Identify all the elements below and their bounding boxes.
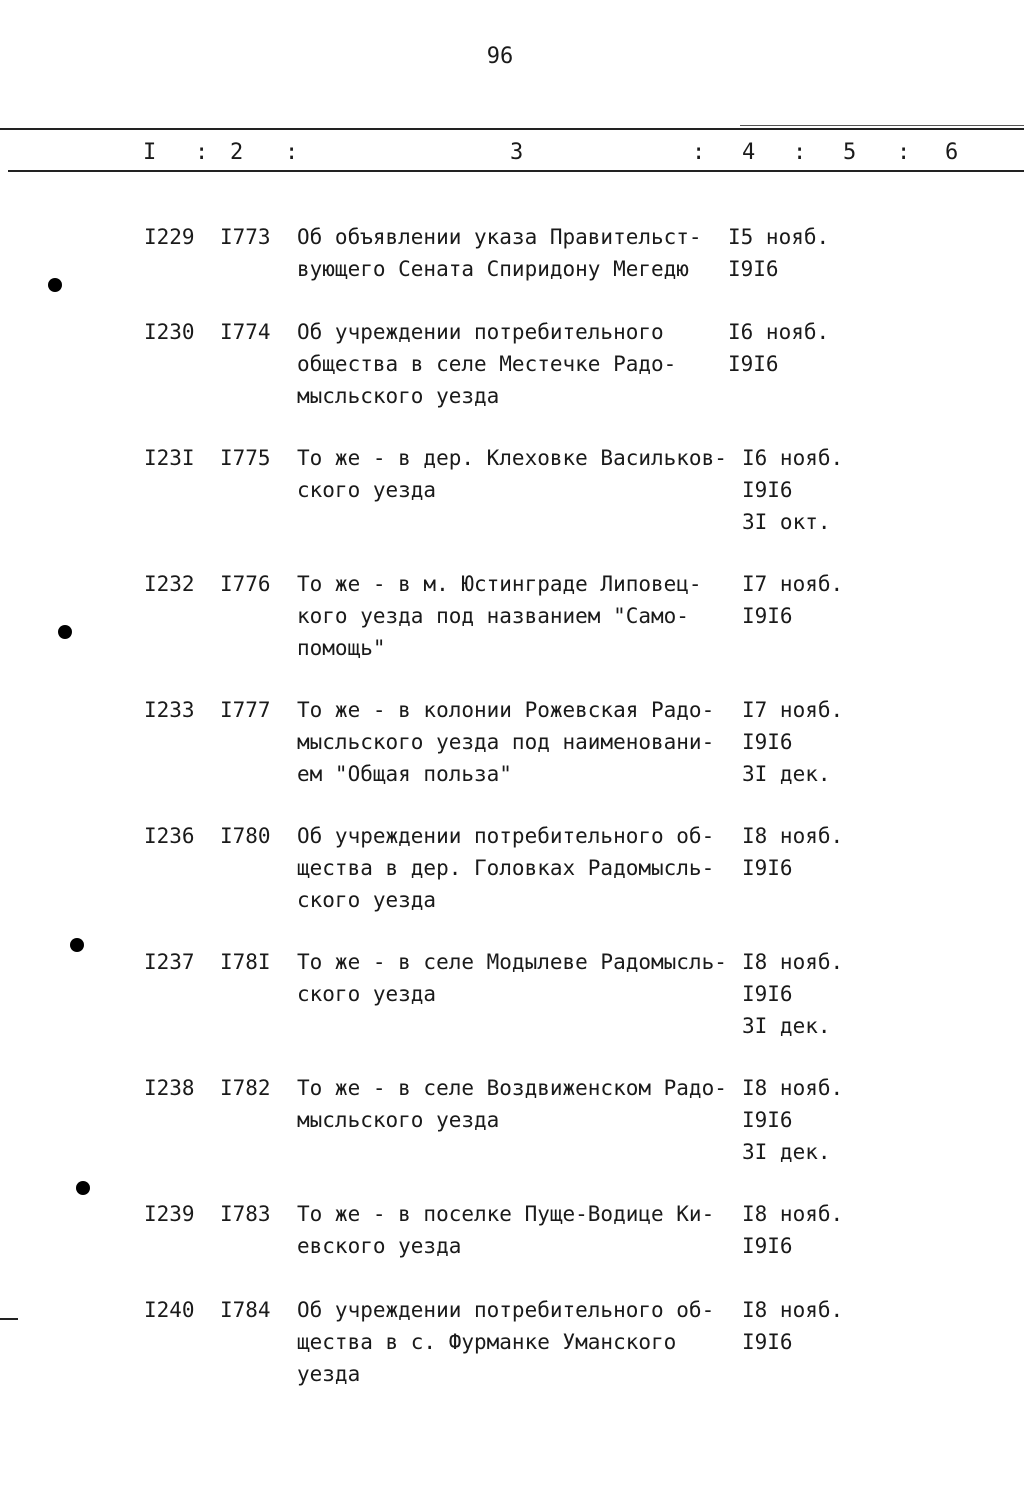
file-number: I783 (220, 1202, 271, 1226)
entry-dates (728, 316, 829, 380)
entry-title-line: уезда (297, 1362, 361, 1386)
punch-hole-mark (76, 1181, 90, 1195)
entry-title-line: общества в селе Местечке Радо- (297, 352, 677, 376)
entry-date-line: I8 нояб. (742, 950, 844, 974)
entry-title (297, 1072, 742, 1136)
entry-number: I236 (144, 824, 195, 848)
entry-dates (728, 694, 843, 790)
header-rule-top (0, 128, 1024, 130)
entry-title (297, 946, 742, 1010)
entry-number: I23I (144, 446, 195, 470)
entry-title-line: ского уезда (297, 478, 437, 502)
entry-title-line: То же - в поселке Пуще-Водице Ки- (297, 1202, 715, 1226)
entry-date-line: 3I дек. (742, 762, 831, 786)
entry-title (297, 1198, 742, 1262)
margin-mark (0, 1318, 18, 1320)
entry-number: I229 (144, 225, 195, 249)
entry-date-line: I8 нояб. (742, 824, 844, 848)
entry-number: I239 (144, 1202, 195, 1226)
entry-date-line: I6 нояб. (742, 446, 844, 470)
entry-date-line: I9I6 (742, 1234, 793, 1258)
page-number: 96 (486, 44, 514, 69)
entry-title-line: То же - в м. Юстинграде Липовец- (297, 572, 702, 596)
entry-number: I237 (144, 950, 195, 974)
header-rule-bottom (8, 170, 1024, 172)
column-separator: : (897, 140, 911, 165)
entry-title-line: мысльского уезда (297, 384, 500, 408)
entry-date-line: I9I6 (742, 478, 793, 502)
column-header-2: 2 (230, 140, 244, 165)
entry-number: I240 (144, 1298, 195, 1322)
entry-date-line: I9I6 (742, 1108, 793, 1132)
punch-hole-mark (70, 938, 84, 952)
entry-title-line: Об учреждении потребительного об- (297, 1298, 715, 1322)
entry-dates (728, 946, 843, 1042)
entry-date-line: 3I дек. (742, 1140, 831, 1164)
entry-number: I233 (144, 698, 195, 722)
entry-title-line: То же - в селе Воздвиженском Радо- (297, 1076, 727, 1100)
file-number: I776 (220, 572, 271, 596)
entry-date-line: I9I6 (742, 1330, 793, 1354)
column-separator: : (285, 140, 299, 165)
entry-title-line: Об объявлении указа Правительст- (297, 225, 702, 249)
entry-date-line: I9I6 (728, 352, 779, 376)
column-header-row (0, 140, 1024, 168)
column-header-1: I (143, 140, 157, 165)
entry-title (297, 820, 742, 916)
entry-date-line: I9I6 (742, 730, 793, 754)
entry-title-line: помощь" (297, 636, 386, 660)
entry-title-line: То же - в колонии Рожевская Радо- (297, 698, 715, 722)
file-number: I777 (220, 698, 271, 722)
entry-dates (728, 221, 829, 285)
file-number: I773 (220, 225, 271, 249)
entry-dates (728, 442, 843, 538)
punch-hole-mark (58, 625, 72, 639)
entry-title-line: Об учреждении потребительного об- (297, 824, 715, 848)
entry-date-line: I6 нояб. (728, 320, 830, 344)
entry-date-line: I8 нояб. (742, 1202, 844, 1226)
punch-hole-mark (48, 278, 62, 292)
entry-dates (728, 568, 843, 632)
entry-title (297, 221, 742, 285)
entry-number: I238 (144, 1076, 195, 1100)
entry-date-line: I7 нояб. (742, 698, 844, 722)
entry-title (297, 694, 742, 790)
entry-title-line: То же - в селе Модылеве Радомысль- (297, 950, 727, 974)
entry-date-line: I9I6 (742, 982, 793, 1006)
entry-date-line: I8 нояб. (742, 1298, 844, 1322)
entry-title-line: ского уезда (297, 982, 437, 1006)
entry-date-line: I9I6 (742, 856, 793, 880)
column-header-4: 4 (742, 140, 756, 165)
file-number: I782 (220, 1076, 271, 1100)
column-header-6: 6 (945, 140, 959, 165)
file-number: I780 (220, 824, 271, 848)
header-rule-upper (740, 125, 1024, 126)
entry-title (297, 316, 742, 412)
entry-date-line: I9I6 (728, 257, 779, 281)
entry-date-line: I7 нояб. (742, 572, 844, 596)
entry-title (297, 1294, 742, 1390)
entry-title-line: То же - в дер. Клеховке Васильков- (297, 446, 727, 470)
entry-title-line: вующего Сената Спиридону Мегедю (297, 257, 689, 281)
file-number: I78I (220, 950, 271, 974)
entry-title-line: кого уезда под названием "Само- (297, 604, 689, 628)
file-number: I774 (220, 320, 271, 344)
column-separator: : (793, 140, 807, 165)
entry-dates (728, 1072, 843, 1168)
entry-dates (728, 820, 843, 884)
entry-date-line: I8 нояб. (742, 1076, 844, 1100)
entry-title-line: Об учреждении потребительного (297, 320, 664, 344)
entry-date-line: I9I6 (742, 604, 793, 628)
entry-title-line: евского уезда (297, 1234, 462, 1258)
column-separator: : (692, 140, 706, 165)
entry-dates (728, 1294, 843, 1358)
entry-number: I230 (144, 320, 195, 344)
entry-title (297, 442, 742, 506)
entry-date-line: 3I дек. (742, 1014, 831, 1038)
entry-date-line: I5 нояб. (728, 225, 830, 249)
column-header-5: 5 (843, 140, 857, 165)
entry-title-line: ского уезда (297, 888, 437, 912)
file-number: I775 (220, 446, 271, 470)
column-separator: : (195, 140, 209, 165)
entry-date-line: 3I окт. (742, 510, 831, 534)
entry-title (297, 568, 742, 664)
file-number: I784 (220, 1298, 271, 1322)
entry-number: I232 (144, 572, 195, 596)
entry-title-line: щества в с. Фурманке Уманского (297, 1330, 677, 1354)
entry-title-line: ем "Общая польза" (297, 762, 512, 786)
column-header-3: 3 (510, 140, 524, 165)
entry-title-line: мысльского уезда под наименовани- (297, 730, 715, 754)
entry-dates (728, 1198, 843, 1262)
entry-title-line: щества в дер. Головках Радомысль- (297, 856, 715, 880)
entry-title-line: мысльского уезда (297, 1108, 500, 1132)
